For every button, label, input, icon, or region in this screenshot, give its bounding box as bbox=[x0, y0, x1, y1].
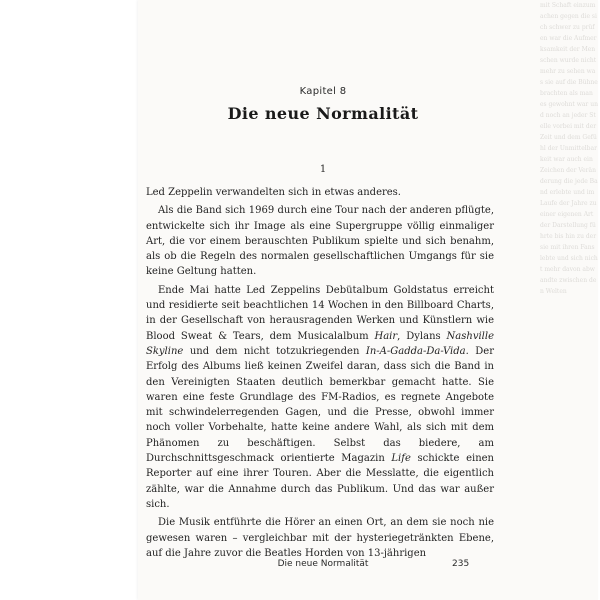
paragraph bbox=[146, 203, 494, 279]
page-number: 235 bbox=[452, 559, 470, 569]
text-run: und dem nicht totzukriegenden bbox=[183, 345, 366, 357]
chapter-label: Kapitel 8 bbox=[299, 86, 347, 97]
italic-title: Nashville Skyline bbox=[146, 330, 494, 357]
italic-title: Life bbox=[391, 453, 411, 465]
text-run: schickte einen Reporter auf eine ihrer Touren. Aber die Messlatte, die eigentlich zählte, war die Annahme durch das Publikum. Und das war außer sich. bbox=[146, 453, 494, 510]
chapter-title: Die neue Normalität bbox=[227, 104, 419, 123]
running-footer-title: Die neue Normalität bbox=[277, 559, 369, 569]
text-run: , Dylans bbox=[397, 330, 447, 342]
book-page bbox=[138, 0, 598, 600]
paragraph bbox=[146, 283, 494, 512]
paragraph bbox=[146, 185, 494, 200]
text-run: Led Zeppelin verwandelten sich in etwas anderes. bbox=[146, 187, 401, 198]
paragraph bbox=[146, 515, 494, 561]
show-through-text: mit Schaft einzumachen gegen die sich schwer zu prüfen war die Aufmerksamkeit der Menschen wurde nicht mehr zu sehen was sie auf die Bühne brachten als man es gewohnt war und noch an jeder Stelle vorbei mit der Zeit und dem Gefühl der Unmittelbarkeit war auch ein Zeichen der Veränderung die jede Band erlebte und im Laufe der Jahre zu einer eigenen Art der Darstellung führte bis hin zu der sie mit ihren Fans lebte und sich nicht mehr davon abwandte zwischen den Welten bbox=[540, 2, 598, 295]
text-run: Die Musik entführte die Hörer an einen Ort, an dem sie noch nie gewesen waren – vergleichbar mit der hysteriegetränkten Ebene, auf die Jahre zuvor die Beatles Horden von 13-jährigen bbox=[146, 517, 494, 559]
text-run: . Der Erfolg des Albums ließ keinen Zweifel daran, dass sich die Band in den Vereinigten Staaten deutlich bemerkbar gemacht hatte. Sie waren eine feste Grundlage des FM-Radios, es regnete Angebote mit schwindelerregenden Gagen, und die Presse, obwohl immer noch voller Vorbehalte, hatte keine andere Wahl, als sich mit dem Phänomen zu beschäftigen. Selbst das biedere, am Durchschnittsgeschmack orientierte Magazin bbox=[146, 345, 494, 465]
body-text bbox=[146, 185, 494, 564]
italic-title: In-A-Gadda-Da-Vida bbox=[365, 345, 466, 357]
italic-title: Hair bbox=[374, 330, 398, 342]
text-run: Als die Band sich 1969 durch eine Tour nach der anderen pflügte, entwickelte sich ihr Image als eine Supergruppe völlig einmaliger Art, die vor einem berauschten Publikum spielte und sich benahm, als ob die Regeln des normalen gesellschaftlichen Umgangs für sie keine Geltung hatten. bbox=[146, 205, 494, 278]
section-number: 1 bbox=[319, 164, 327, 175]
text-run: Ende Mai hatte Led Zeppelins Debütalbum Goldstatus erreicht und residierte seit beachtlichen 14 Wochen in den Billboard Charts, in der Gesellschaft von herausragenden Werken und Künstlern wie Blood Sweat & Tears, dem Musicalalbum bbox=[146, 284, 494, 342]
